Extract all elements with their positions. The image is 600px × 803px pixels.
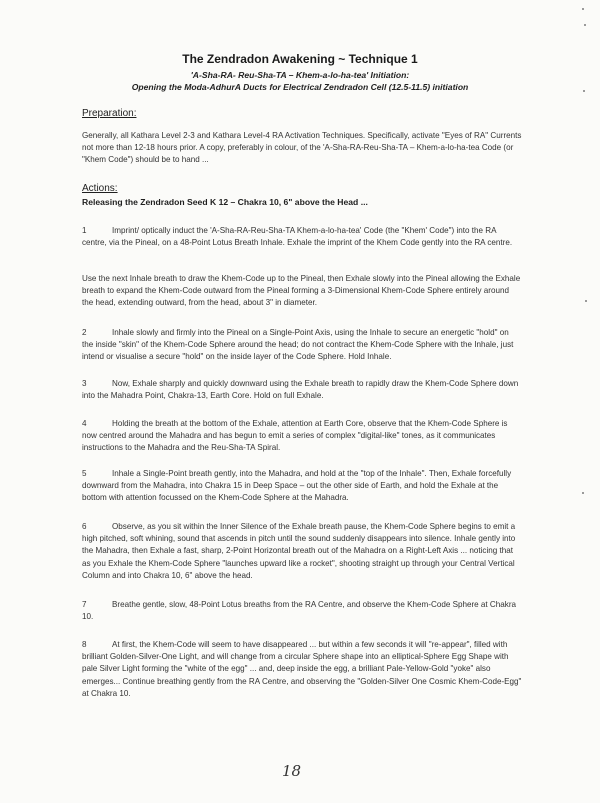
document-subtitle-line2: Opening the Moda-AdhurA Ducts for Electrical Zendradon Cell (12.5-11.5) initiation	[131, 82, 469, 92]
step-number: 7	[82, 600, 87, 609]
scan-speck	[582, 492, 584, 494]
actions-subheading: Releasing the Zendradon Seed K 12 – Chakra 10, 6" above the Head ...	[82, 197, 368, 207]
step-8	[82, 639, 522, 700]
step-text: Imprint/ optically induct the 'A-Sha-RA-Reu-Sha-TA Khem-a-lo-ha-tea' Code (the "Khem' Code") into the RA centre, via the Pineal, on a 48-Point Lotus Breath Inhale. Exhale the imprint of the Khem Code gently into the RA centre.	[82, 226, 513, 248]
step-text: Inhale a Single-Point breath gently, into the Mahadra, and hold at the "top of the Inhale". Then, Exhale forcefully downward from the Mahadra, into Chakra 15 in Deep Space – out the other side of Earth, and hold the Exhale at the bottom with attention focussed on the Khem-Code Sphere at the Mahadra.	[82, 469, 512, 503]
step-number: 8	[82, 640, 87, 649]
document-subtitle-line1: 'A-Sha-RA- Reu-Sha-TA – Khem-a-lo-ha-tea' Initiation:	[190, 70, 410, 80]
step-1-continued	[82, 273, 522, 310]
step-3	[82, 378, 522, 402]
step-text: Breathe gentle, slow, 48-Point Lotus breaths from the RA Centre, and observe the Khem-Code Sphere at Chakra 10.	[82, 600, 517, 622]
step-text: Holding the breath at the bottom of the Exhale, attention at Earth Core, observe that the Khem-Code Sphere is now centred around the Mahadra and has begun to emit a series of complex "digital-like" tones, as it communicates instructions to the Mahadra and the Reu-Sha-TA Spiral.	[82, 419, 508, 453]
preparation-text: Generally, all Kathara Level 2-3 and Kathara Level-4 RA Activation Techniques. Specifically, activate "Eyes of RA" Currents not more than 12-18 hours prior. A copy, preferably in colour, of the 'A-Sha-RA-Reu-Sha-TA – Khem-a-lo-ha-tea Code (or "Khem Code") should be to hand ...	[82, 131, 522, 165]
step-number: 4	[82, 419, 87, 428]
step-7	[82, 599, 522, 623]
step-2	[82, 327, 522, 364]
step-number: 6	[82, 522, 87, 531]
step-4	[82, 418, 522, 455]
scan-speck	[582, 8, 584, 10]
step-1	[82, 225, 522, 249]
step-number: 2	[82, 328, 87, 337]
actions-heading: Actions:	[82, 183, 118, 194]
document-title: The Zendradon Awakening ~ Technique 1	[182, 52, 418, 66]
step-text: At first, the Khem-Code will seem to have disappeared ... but within a few seconds it will "re-appear", filled with brilliant Golden-Silver-One Light, and will change from a circular Sphere shape into an elliptical-Sphere Egg Shape with pale Silver Light forming the "white of the egg" ... and, deep inside the egg, a brilliant Pale-Yellow-Gold "yoke" also emerges... Continue breathing gently from the RA Centre, and observing the "Golden-Silver One Cosmic Khem-Code-Egg" at Chakra 10.	[82, 640, 522, 698]
preparation-heading: Preparation:	[82, 108, 137, 119]
step-5	[82, 468, 522, 505]
scan-speck	[585, 300, 587, 302]
step-6	[82, 521, 522, 582]
scan-speck	[583, 90, 585, 92]
step-number: 5	[82, 469, 87, 478]
step-text: Observe, as you sit within the Inner Silence of the Exhale breath pause, the Khem-Code Sphere begins to emit a high pitched, soft whining, sound that ascends in pitch until the sound suddenly disappears into silence. Inhale gently into the Mahadra, then Exhale a fast, sharp, 2-Point Horizontal breath out of the Mahadra on a Right-Left Axis ... noticing that as you Exhale the Khem-Code Sphere "launches upward like a rocket", shooting straight up through your Central Vertical Column and into Chakra 10, 6" above the head.	[82, 522, 516, 580]
step-number: 1	[82, 226, 87, 235]
page-number: 18	[282, 762, 302, 780]
step-text: Inhale slowly and firmly into the Pineal on a Single-Point Axis, using the Inhale to secure an energetic "hold" on the inside "skin" of the Khem-Code Sphere around the head; do not contract the Khem-Code Sphere with the Inhale, just intend or visualise a secure "hold" on the inside layer of the Code Sphere. Hold Inhale.	[82, 328, 514, 362]
step-text: Now, Exhale sharply and quickly downward using the Exhale breath to rapidly draw the Khem-Code Sphere down into the Mahadra Point, Chakra-13, Earth Core. Hold on full Exhale.	[82, 379, 519, 401]
step-number: 3	[82, 379, 87, 388]
scan-speck	[584, 24, 586, 26]
step-text: Use the next Inhale breath to draw the Khem-Code up to the Pineal, then Exhale slowly into the Pineal allowing the Exhale breath to expand the Khem-Code outward from the Pineal forming a 3-Dimensional Khem-Code Sphere entirely around the head, extending outward, from the head, about 3" in diameter.	[82, 274, 521, 308]
